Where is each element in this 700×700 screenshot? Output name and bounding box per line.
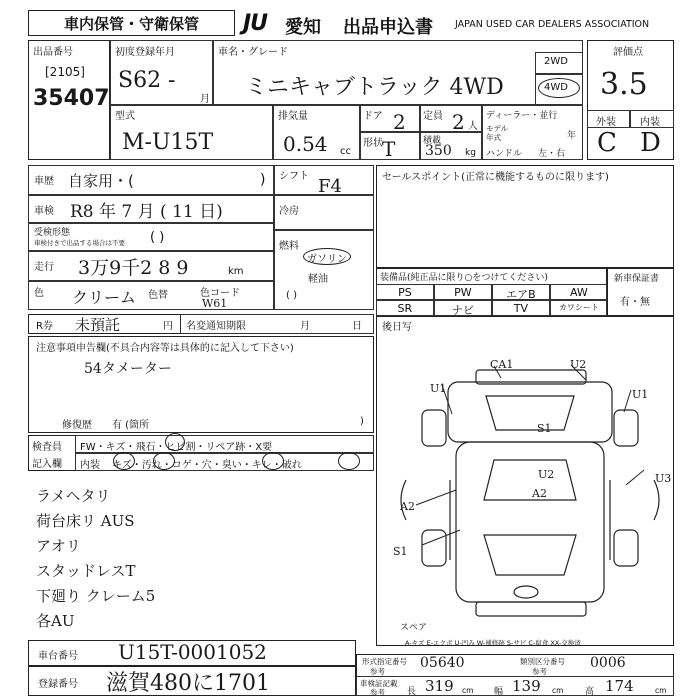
dealer-label: ディーラー・並行	[486, 111, 558, 121]
fuel-paren: ( )	[286, 290, 297, 301]
load-value: 350	[425, 143, 452, 159]
aircon-label: 冷房	[279, 206, 299, 217]
warranty-value: 有・無	[620, 297, 650, 308]
damage-label: S1	[393, 545, 408, 558]
equipment-item: SR	[397, 302, 413, 315]
equipment-item: TV	[513, 302, 528, 315]
inspector-circle-4	[262, 452, 284, 470]
equipment-item: AW	[569, 286, 588, 299]
drive-2wd: 2WD	[544, 56, 568, 67]
map-legend: A-キズ E-エクボ U-凹み W-補修跡 S-サビ C-腐食 XX-交換済	[405, 639, 581, 647]
doc-title: 出品申込書	[343, 17, 433, 38]
name-label: 車名・グレード	[218, 47, 288, 58]
int-label: 内装	[640, 117, 660, 128]
inspector-circle-2	[113, 452, 135, 470]
damage-label: U1	[430, 382, 447, 395]
repair-value: 有 (箇所	[112, 420, 150, 431]
mileage-value: 3万9千2 8 9	[78, 257, 189, 279]
fuel-gas: ガソリン	[307, 254, 347, 265]
lot-label: 出品番号	[33, 47, 73, 58]
handwritten-note: スタッドレスT	[36, 562, 136, 580]
width-value: 139	[512, 677, 541, 695]
cert-label: 車検証記載	[360, 679, 398, 688]
damage-label: A2	[400, 500, 415, 513]
inspector-circle-3	[153, 452, 175, 470]
year-label: 年式	[486, 133, 501, 142]
sales-point-label: セールスポイント(正常に機能するものに限ります)	[382, 172, 609, 183]
doors-value: 2	[393, 110, 406, 134]
class-label: 類別区分番号	[520, 657, 565, 666]
damage-label: U1	[632, 388, 649, 401]
damage-label: U3	[655, 472, 672, 485]
color-value: クリーム	[72, 288, 137, 307]
equipment-item: ナビ	[451, 304, 474, 317]
name-value: ミニキャブトラック 4WD	[245, 75, 504, 100]
damage-label: A2	[532, 487, 547, 500]
accept-label: 受検形態	[34, 228, 71, 238]
type-spec-label: 形式指定番号	[362, 657, 407, 666]
usage-value: 自家用・(	[68, 172, 134, 190]
color-label: 色	[34, 288, 44, 299]
damage-label: S1	[537, 422, 552, 435]
height-cm: cm	[655, 686, 667, 695]
equipment-item: PW	[454, 286, 472, 299]
drive-4wd: 4WD	[544, 82, 568, 93]
handwritten-note: ラメヘタリ	[36, 487, 111, 505]
mileage-unit: km	[228, 266, 244, 277]
year-unit: 年	[567, 131, 577, 141]
inspector-label-2: 記入欄	[32, 459, 62, 470]
handle-value: 左・右	[538, 149, 566, 159]
recycle-unit: 円	[163, 321, 173, 332]
lot-number: 35407	[33, 86, 110, 111]
int-value: D	[640, 128, 661, 158]
association-name: JAPAN USED CAR DEALERS ASSOCIATION	[455, 19, 650, 30]
recycle-label: R券	[36, 321, 53, 332]
height-label: 高	[585, 687, 595, 697]
handwritten-note: 荷台床リ AUS	[36, 512, 135, 530]
height-value: 174	[605, 677, 634, 695]
shape-label: 形状	[363, 138, 383, 149]
handwritten-note: 下廻り クレーム5	[36, 587, 156, 605]
notes-value: 54タメーター	[84, 361, 172, 377]
org-name: 愛知	[285, 17, 321, 38]
capacity-value: 2	[452, 110, 465, 134]
ext-value: C	[597, 128, 617, 158]
plate-value: 滋賀480に1701	[106, 671, 270, 696]
equipment-item: カワシート	[558, 303, 599, 312]
damage-label: CA1	[490, 358, 514, 371]
disp-value: 0.54	[283, 132, 328, 156]
score-label: 評価点	[613, 47, 643, 58]
ext-label: 外装	[596, 117, 616, 128]
shape-value: T	[382, 137, 396, 161]
car-damage-map	[376, 330, 674, 630]
length-value: 319	[425, 677, 454, 695]
handwritten-note: アオリ	[36, 537, 81, 555]
handle-label: ハンドル	[486, 149, 523, 159]
doors-label: ドア	[363, 111, 383, 122]
mileage-label: 走行	[34, 262, 54, 273]
name-change-day: 日	[352, 321, 362, 332]
spare-label: スペア	[400, 623, 428, 633]
fuel-diesel: 軽油	[308, 274, 328, 285]
after-photo-label: 後日写	[382, 322, 412, 333]
inspector-circle-1	[165, 433, 185, 451]
ref-label-1: 参考	[370, 667, 385, 676]
chassis-label: 車台番号	[38, 651, 78, 662]
shift-label: シフト	[279, 171, 309, 182]
inspector-row-2-text: キズ・汚れ・コゲ・穴・臭い・キレ・破れ	[112, 460, 302, 471]
inspector-row-2-label: 内装	[80, 460, 100, 471]
month-unit: 月	[200, 94, 210, 105]
inspection-label: 車検	[34, 206, 54, 217]
capacity-unit: 人	[468, 121, 478, 132]
lot-prefix: [2105]	[45, 65, 85, 79]
width-cm: cm	[552, 686, 564, 695]
repair-close: )	[360, 416, 364, 427]
usage-close: )	[260, 172, 266, 188]
storage-title: 車内保管・守衛保管	[28, 10, 235, 36]
ju-logo: JU	[243, 11, 268, 36]
color-code-label: 色コード	[200, 288, 240, 299]
usage-label: 車歴	[34, 176, 54, 187]
score-value: 3.5	[600, 67, 648, 102]
class-value: 0006	[590, 655, 626, 671]
inspector-row-1-text: FW・キズ・飛石・ヒビ割・リペア跡・X要	[80, 442, 273, 453]
plate-label: 登録番号	[38, 679, 78, 690]
recycle-value: 未預託	[75, 316, 121, 334]
load-label: 積載	[423, 136, 442, 146]
name-change-label: 名変通知期限	[186, 321, 246, 332]
usage-row	[28, 165, 274, 195]
damage-label: U2	[538, 468, 555, 481]
length-label: 長	[407, 687, 417, 697]
accept-note: 車検付きで出品する場合は不要	[34, 239, 125, 247]
reg-value: S62 -	[118, 68, 176, 93]
shift-value: F4	[318, 176, 342, 197]
model-year-label: モデル	[486, 124, 509, 133]
color-change-label: 色替	[148, 290, 168, 301]
ref-label-3: 参考	[370, 688, 385, 697]
width-label: 幅	[494, 687, 504, 697]
disp-label: 排気量	[278, 111, 308, 122]
disp-unit: cc	[340, 146, 351, 157]
fuel-label: 燃料	[279, 241, 299, 252]
reg-label: 初度登録年月	[115, 47, 175, 58]
inspector-circle-5	[338, 452, 360, 470]
name-change-month: 月	[300, 321, 310, 332]
model-label: 型式	[115, 111, 135, 122]
equipment-item: PS	[398, 286, 412, 299]
chassis-value: U15T-0001052	[118, 640, 267, 664]
notes-label: 注意事項申告欄(不具合内容等は具体的に記入して下さい)	[36, 343, 294, 354]
repair-label: 修復歴	[62, 420, 92, 431]
capacity-label: 定員	[423, 111, 443, 122]
accept-paren: ( )	[150, 230, 165, 245]
length-cm: cm	[462, 686, 474, 695]
warranty-label: 新車保証書	[614, 274, 660, 284]
model-value: M-U15T	[122, 130, 214, 155]
load-unit: kg	[465, 148, 476, 158]
inspector-label-1: 検査員	[32, 442, 62, 453]
color-code-value: W61	[202, 297, 228, 310]
handwritten-note: 各AU	[36, 612, 75, 630]
equipment-label: 装備品(純正品に限り○をつけてください)	[380, 273, 548, 283]
damage-label: U2	[570, 358, 587, 371]
inspection-value: R8 年 7 月 ( 11 日)	[70, 202, 223, 222]
equipment-item: エアB	[506, 288, 536, 301]
ref-label-2: 参考	[532, 667, 547, 676]
type-spec-value: 05640	[420, 655, 465, 671]
